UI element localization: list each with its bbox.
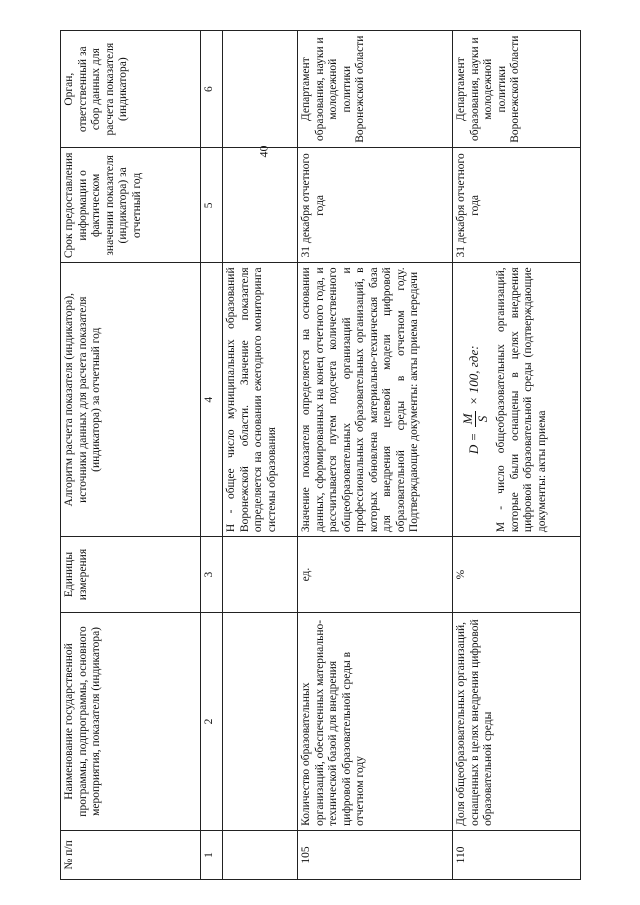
row-name: Количество образовательных организаций, обеспеченных материально-технической базой для внедрения цифровой образовательной среды в отчетном году xyxy=(298,613,453,831)
table-row xyxy=(453,31,581,880)
header-deadline: Срок предоставления информации о фактическом значении показателя (индикатора) за отчетный год xyxy=(61,148,201,263)
row-deadline xyxy=(223,145,298,263)
row-algorithm: M - число общеобразовательных организаций, которые были оснащены в целях внедрения цифровой образовательной среды (подтверждающие документы: акты приема xyxy=(495,267,548,533)
header-name: Наименование государственной программы, подпрограммы, основного мероприятия, показателя (индикатора) xyxy=(61,613,201,831)
indicators-table xyxy=(60,30,581,880)
row-name: Доля общеобразовательных организаций, оснащенных в целях внедрения цифровой образовательной среды xyxy=(453,613,581,831)
row-algorithm: Н - общее число муниципальных образований Воронежской области. Значение показателя определяется на основании ежегодного мониторинга системы образования xyxy=(223,263,298,537)
page-number: 40 xyxy=(256,145,271,158)
row-unit: ед. xyxy=(298,537,453,613)
row-deadline: 31 декабря отчетного года xyxy=(453,148,581,263)
col-number-3: 3 xyxy=(201,537,223,613)
col-number-5: 5 xyxy=(201,148,223,263)
col-number-2: 2 xyxy=(201,613,223,831)
row-algorithm-cell xyxy=(453,263,581,537)
header-algorithm: Алгоритм расчета показателя (индикатора), источники данных для расчета показателя (индикатора) за отчетный год xyxy=(61,263,201,537)
row-num: 105 xyxy=(298,830,453,879)
row-name xyxy=(223,613,298,831)
formula-rhs: × 100, где: xyxy=(465,345,481,406)
row-unit xyxy=(223,537,298,613)
table-row xyxy=(223,31,298,880)
row-organ: Департамент образования, науки и молодежной политики Воронежской области xyxy=(453,31,581,148)
row-organ xyxy=(223,31,298,148)
row-algorithm: Значение показателя определяется на основании данных, сформированных на конец отчетного года, и рассчитывается путем подсчета количественного общеобразовательных организаций и профессиональных образовательных организаций, в которых обновлена материально-техническая база для внедрения целевой модели цифровой образовательной среды в отчетном году. Подтверждающие документы: акты приема передачи xyxy=(298,263,453,537)
row-deadline: 31 декабря отчетного года xyxy=(298,148,453,263)
table-row xyxy=(298,31,453,880)
row-num: 110 xyxy=(453,830,581,879)
formula xyxy=(455,267,495,532)
rotated-table-wrapper xyxy=(60,30,623,880)
row-organ: Департамент образования, науки и молодежной политики Воронежской области xyxy=(298,31,453,148)
header-organ: Орган, ответственный за сбор данных для расчета показателя (индикатора) xyxy=(61,31,201,148)
header-unit: Единицы измерения xyxy=(61,537,201,613)
col-number-4: 4 xyxy=(201,263,223,537)
formula-numerator: M xyxy=(461,411,476,428)
col-number-1: 1 xyxy=(201,830,223,879)
row-unit: % xyxy=(453,537,581,613)
row-num xyxy=(223,830,298,879)
table-header-row xyxy=(61,31,201,880)
formula-fraction xyxy=(461,411,489,428)
formula-denominator: S xyxy=(474,415,490,423)
header-num: № п/п xyxy=(61,830,201,879)
col-number-6: 6 xyxy=(201,31,223,148)
column-numbers-row xyxy=(201,31,223,880)
formula-lhs: D = xyxy=(465,432,481,455)
